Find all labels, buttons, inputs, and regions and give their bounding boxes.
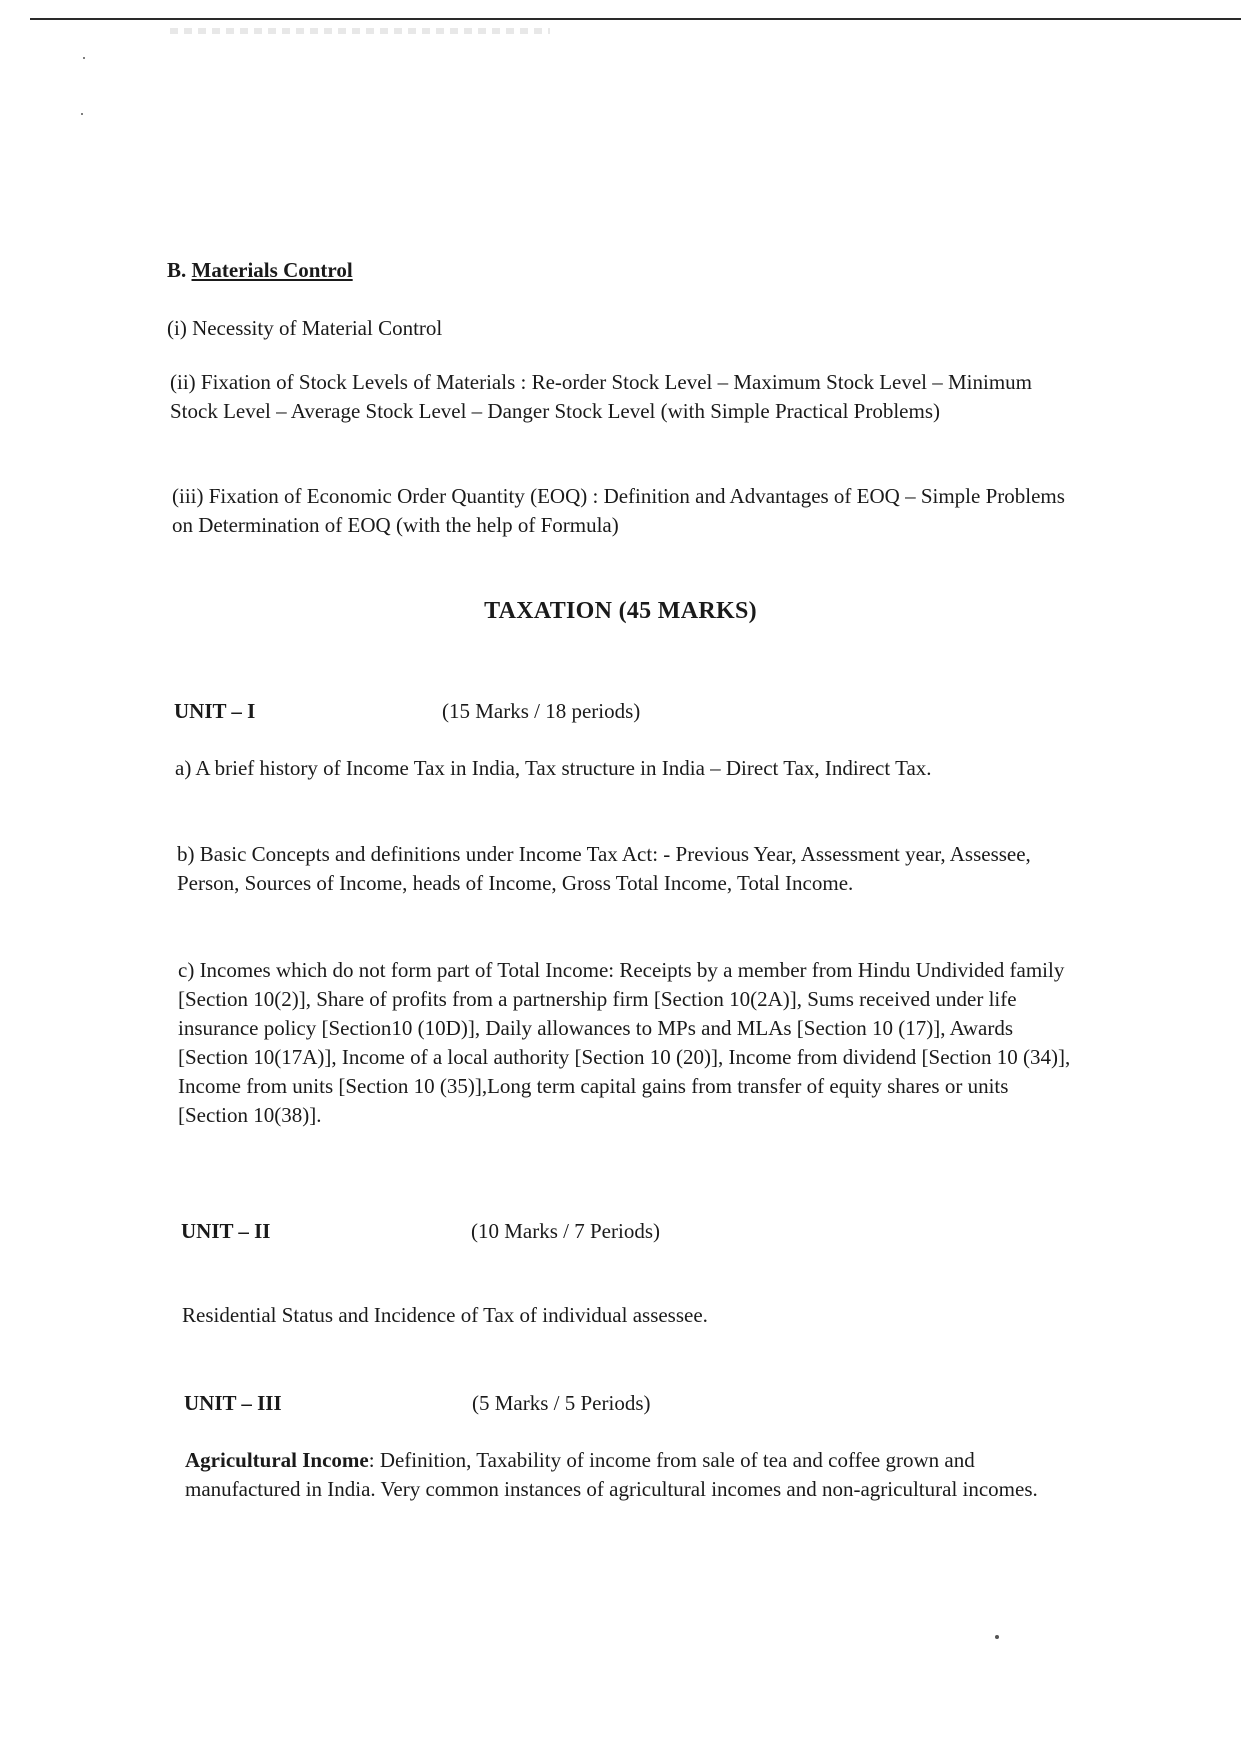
unit-2-header [181,1217,881,1247]
unit-1-para-b: b) Basic Concepts and definitions under Income Tax Act: - Previous Year, Assessment year, Assessee, Person, Sources of Income, heads of Income, Gross Total Income, Total Income. [177,842,1031,895]
unit-1-label: UNIT – I [174,699,256,723]
scan-speck [995,1635,999,1639]
materials-item-3: (iii) Fixation of Economic Order Quantity (EOQ) : Definition and Advantages of EOQ – Simple Problems on Determination of EOQ (with the help of Formula) [172,484,1065,537]
unit-2-label: UNIT – II [181,1219,271,1243]
unit-3-marks: (5 Marks / 5 Periods) [472,1391,651,1415]
unit-1-marks: (15 Marks / 18 periods) [442,699,641,723]
unit-2-para: Residential Status and Incidence of Tax of individual assessee. [182,1303,708,1327]
top-rule [30,18,1241,20]
unit-3-header [184,1389,884,1419]
taxation-title: TAXATION (45 MARKS) [484,598,757,624]
scan-speck [81,113,83,115]
materials-item-1: (i) Necessity of Material Control [167,316,443,340]
unit-1-para-c: c) Incomes which do not form part of Total Income: Receipts by a member from Hindu Undivided family [Section 10(2)], Share of profits from a partnership firm [Section 10(2A)], Sums received under life insurance policy [Section10 (10D)], Daily allowances to MPs and MLAs [Section 10 (17)], Awards [Section 10(17A)], Income of a local authority [Section 10 (20)], Income from dividend [Section 10 (34)], Income from units [Section 10 (35)],Long term capital gains from transfer of equity shares or units [Section 10(38)]. [178,958,1071,1127]
unit-1-para-a: a) A brief history of Income Tax in India, Tax structure in India – Direct Tax, Indirect Tax. [175,756,932,780]
unit-3-label: UNIT – III [184,1391,282,1415]
materials-heading-prefix: B. [167,258,187,282]
materials-heading [167,256,353,285]
faint-scan-text [170,28,550,34]
unit-3-lead: Agricultural Income [185,1448,369,1472]
unit-3-text: : Definition, Taxability of income from sale of tea and coffee grown and manufactured in India. Very common instances of agricultural incomes and non-agricultural incomes. [185,1448,1038,1501]
scan-speck [83,57,85,59]
materials-item-2: (ii) Fixation of Stock Levels of Materials : Re-order Stock Level – Maximum Stock Level – Minimum Stock Level – Average Stock Level – Danger Stock Level (with Simple Practical Problems) [170,370,1033,423]
unit-1-header [174,697,874,727]
materials-heading-text: Materials Control [191,258,353,282]
unit-2-marks: (10 Marks / 7 Periods) [471,1219,660,1243]
unit-3-para [185,1446,1065,1504]
